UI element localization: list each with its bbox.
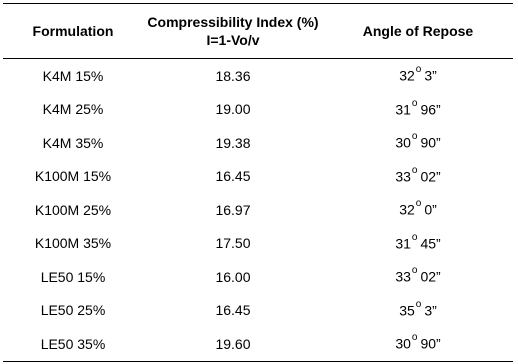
table-row	[3, 159, 513, 193]
angle-minutes: 3”	[424, 67, 437, 84]
angle-value	[395, 164, 441, 185]
degree-mark: o	[415, 64, 422, 76]
cell-compressibility-index: 16.45	[215, 168, 251, 184]
cell-angle-of-repose	[323, 226, 513, 260]
degree-mark: o	[411, 164, 418, 176]
angle-minutes: 90”	[420, 335, 441, 352]
header-ci-formula: I=1-Vo/v	[206, 31, 260, 48]
cell-formulation: LE50 25%	[40, 302, 106, 318]
header-ci-title: Compressibility Index (%)	[147, 13, 319, 30]
header-formulation-label: Formulation	[32, 22, 114, 39]
degree-mark: o	[411, 231, 418, 243]
cell-angle-of-repose	[323, 260, 513, 293]
angle-degrees: 31	[395, 101, 411, 118]
table-bottom-rule	[3, 361, 513, 362]
table-row	[3, 92, 513, 126]
angle-minutes: 02”	[420, 268, 441, 285]
cell-angle-of-repose	[323, 327, 513, 360]
cell-compressibility-index: 19.00	[215, 101, 251, 117]
cell-formulation: K4M 35%	[42, 134, 104, 151]
header-angle-of-repose	[323, 3, 513, 58]
cell-angle-of-repose	[323, 59, 513, 92]
degree-mark: o	[411, 131, 418, 143]
angle-minutes: 45”	[420, 235, 441, 252]
table-row	[3, 226, 513, 260]
table-row	[3, 293, 513, 327]
angle-value	[395, 332, 441, 352]
header-formulation	[3, 3, 143, 58]
angle-minutes: 90”	[420, 134, 441, 151]
angle-value	[399, 298, 437, 319]
angle-minutes: 3”	[424, 302, 437, 319]
angle-value	[395, 231, 441, 252]
angle-value	[399, 64, 437, 84]
angle-minutes: 0”	[424, 201, 437, 218]
cell-compressibility-index: 16.45	[215, 302, 251, 318]
angle-minutes: 02”	[420, 168, 441, 185]
angle-value	[395, 265, 441, 285]
angle-minutes: 96”	[420, 101, 441, 118]
table-row	[3, 193, 513, 226]
cell-formulation: LE50 15%	[40, 268, 106, 285]
degree-mark: o	[411, 265, 418, 277]
table-row	[3, 59, 513, 92]
cell-formulation: K100M 35%	[34, 235, 112, 251]
angle-degrees: 33	[395, 168, 411, 185]
cell-angle-of-repose	[323, 193, 513, 226]
cell-angle-of-repose	[323, 126, 513, 159]
degree-mark: o	[411, 97, 418, 109]
angle-degrees: 31	[395, 235, 411, 252]
cell-compressibility-index: 16.00	[215, 268, 251, 285]
cell-formulation: K4M 15%	[42, 67, 104, 84]
angle-degrees: 30	[395, 134, 411, 151]
angle-degrees: 30	[395, 335, 411, 352]
cell-compressibility-index: 16.97	[215, 201, 251, 218]
cell-compressibility-index: 18.36	[215, 67, 251, 84]
angle-degrees: 35	[399, 302, 415, 319]
angle-value	[395, 97, 441, 118]
cell-angle-of-repose	[323, 92, 513, 126]
degree-mark: o	[415, 198, 422, 210]
angle-degrees: 32	[399, 67, 415, 84]
angle-degrees: 32	[399, 201, 415, 218]
table-row	[3, 126, 513, 159]
table-row	[3, 260, 513, 293]
cell-formulation: K100M 25%	[34, 201, 112, 218]
cell-formulation: LE50 35%	[40, 335, 106, 352]
degree-mark: o	[415, 298, 422, 310]
cell-compressibility-index: 19.60	[215, 335, 251, 352]
header-angle-label: Angle of Repose	[362, 22, 474, 39]
cell-compressibility-index: 19.38	[215, 134, 251, 151]
cell-formulation: K4M 25%	[42, 101, 104, 117]
cell-formulation: K100M 15%	[34, 168, 112, 184]
angle-value	[399, 198, 437, 218]
cell-angle-of-repose	[323, 293, 513, 327]
angle-value	[395, 131, 441, 151]
table-row	[3, 327, 513, 360]
cell-compressibility-index: 17.50	[215, 235, 251, 251]
table-header	[3, 3, 513, 58]
cell-angle-of-repose	[323, 159, 513, 193]
angle-degrees: 33	[395, 268, 411, 285]
degree-mark: o	[411, 332, 418, 344]
header-compressibility-index	[143, 3, 323, 58]
